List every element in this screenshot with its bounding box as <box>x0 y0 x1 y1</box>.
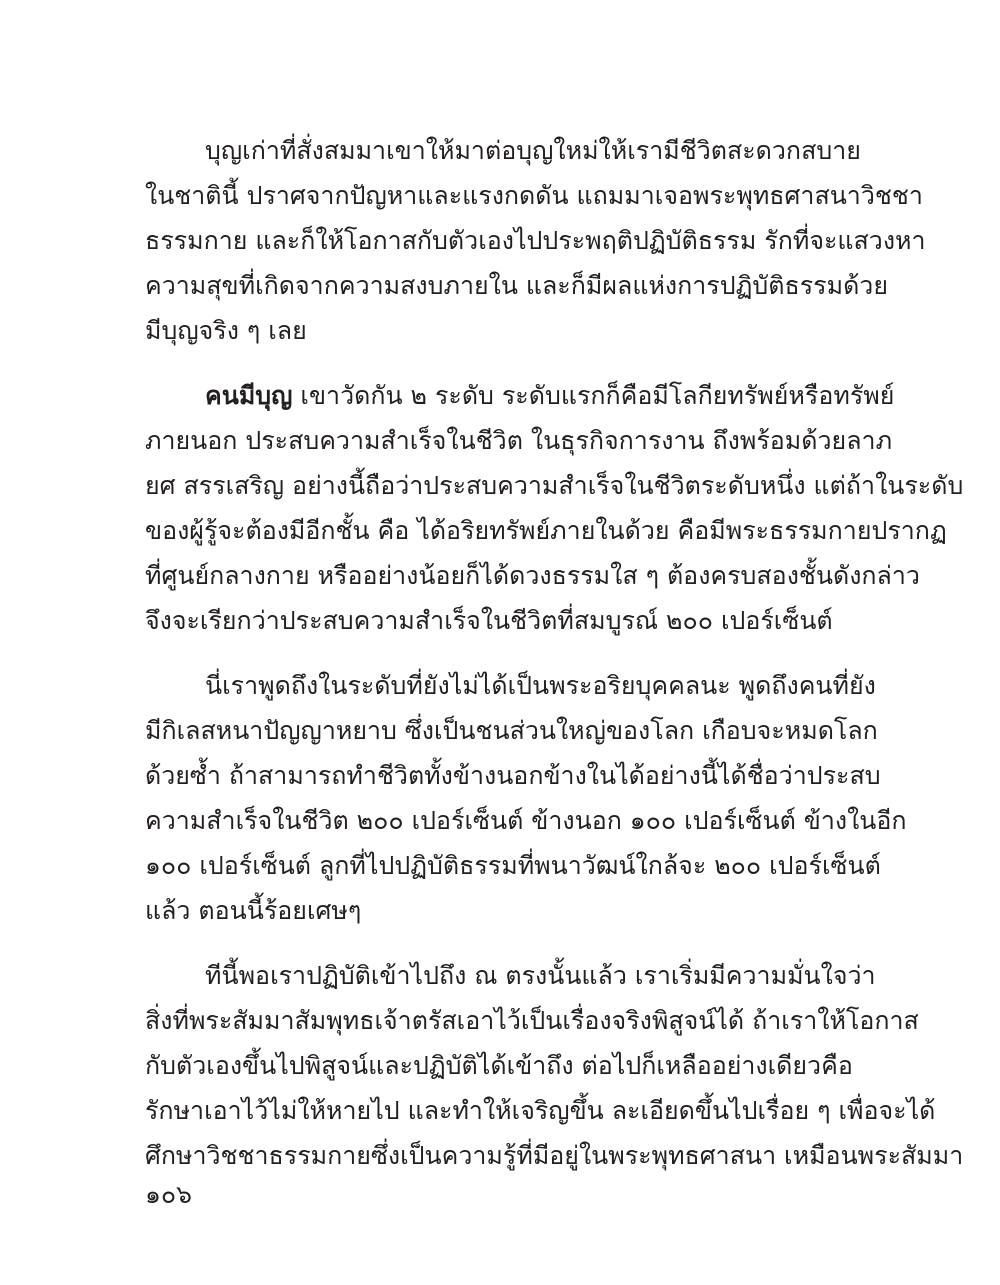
text-line: ธรรมกาย และก็ให้โอกาสกับตัวเองไปประพฤติปฏิบัติธรรม รักที่จะแสวงหา <box>145 226 926 255</box>
text-line: แล้ว ตอนนี้ร้อยเศษๆ <box>145 896 362 925</box>
paragraph-2 <box>145 373 964 643</box>
text-line: ภายนอก ประสบความสำเร็จในชีวิต ในธุรกิจการงาน ถึงพร้อมด้วยลาภ <box>145 426 893 455</box>
text-line: ศึกษาวิชชาธรรมกายซึ่งเป็นความรู้ที่มีอยู่ในพระพุทธศาสนา เหมือนพระสัมมา <box>145 1141 964 1170</box>
paragraph-1 <box>145 128 926 353</box>
text-line: บุญเก่าที่สั่งสมมาเขาให้มาต่อบุญใหม่ให้เรามีชีวิตสะดวกสบาย <box>205 136 861 165</box>
text-line <box>145 373 895 418</box>
text-line: กับตัวเองขึ้นไปพิสูจน์และปฏิบัติได้เข้าถึง ต่อไปก็เหลืออย่างเดียวคือ <box>145 1051 853 1080</box>
text-line: ที่ศูนย์กลางกาย หรืออย่างน้อยก็ได้ดวงธรรมใส ๆ ต้องครบสองชั้นดังกล่าว <box>145 561 920 590</box>
line-continuation: เขาวัดกัน ๒ ระดับ ระดับแรกก็คือมีโลกียทรัพย์หรือทรัพย์ <box>292 381 895 410</box>
text-line: ความสุขที่เกิดจากความสงบภายใน และก็มีผลแห่งการปฏิบัติธรรมด้วย <box>145 271 888 300</box>
body-text <box>145 128 964 1178</box>
text-line: สิ่งที่พระสัมมาสัมพุทธเจ้าตรัสเอาไว้เป็นเรื่องจริงพิสูจน์ได้ ถ้าเราให้โอกาส <box>145 1006 919 1035</box>
paragraph-4 <box>145 953 964 1178</box>
text-line: ยศ สรรเสริญ อย่างนี้ถือว่าประสบความสำเร็จในชีวิตระดับหนึ่ง แต่ถ้าในระดับ <box>145 471 964 500</box>
paragraph-3 <box>145 663 907 933</box>
text-line: รักษาเอาไว้ไม่ให้หายไป และทำให้เจริญขึ้น ละเอียดขึ้นไปเรื่อย ๆ เพื่อจะได้ <box>145 1096 936 1125</box>
text-line: จึงจะเรียกว่าประสบความสำเร็จในชีวิตที่สมบูรณ์ ๒๐๐ เปอร์เซ็นต์ <box>145 606 833 635</box>
text-line: มีบุญจริง ๆ เลย <box>145 316 307 345</box>
text-line: ในชาตินี้ ปราศจากปัญหาและแรงกดดัน แถมมาเจอพระพุทธศาสนาวิชชา <box>145 181 923 210</box>
text-line: มีกิเลสหนาปัญญาหยาบ ซึ่งเป็นชนส่วนใหญ่ของโลก เกือบจะหมดโลก <box>145 716 878 745</box>
text-line: ทีนี้พอเราปฏิบัติเข้าไปถึง ณ ตรงนั้นแล้ว เราเริ่มมีความมั่นใจว่า <box>205 961 876 990</box>
text-line: ความสำเร็จในชีวิต ๒๐๐ เปอร์เซ็นต์ ข้างนอก ๑๐๐ เปอร์เซ็นต์ ข้างในอีก <box>145 806 907 835</box>
text-line: ๑๐๐ เปอร์เซ็นต์ ลูกที่ไปปฏิบัติธรรมที่พนาวัฒน์ใกล้จะ ๒๐๐ เปอร์เซ็นต์ <box>145 851 881 880</box>
text-line: ด้วยซ้ำ ถ้าสามารถทำชีวิตทั้งข้างนอกข้างในได้อย่างนี้ได้ชื่อว่าประสบ <box>145 761 881 790</box>
text-line: ของผู้รู้จะต้องมีอีกชั้น คือ ได้อริยทรัพย์ภายในด้วย คือมีพระธรรมกายปรากฏ <box>145 516 947 545</box>
text-line: นี่เราพูดถึงในระดับที่ยังไม่ได้เป็นพระอริยบุคคลนะ พูดถึงคนที่ยัง <box>205 671 876 700</box>
page-number: ๑๐๖ <box>145 1180 192 1209</box>
bold-term: คนมีบุญ <box>205 381 293 410</box>
